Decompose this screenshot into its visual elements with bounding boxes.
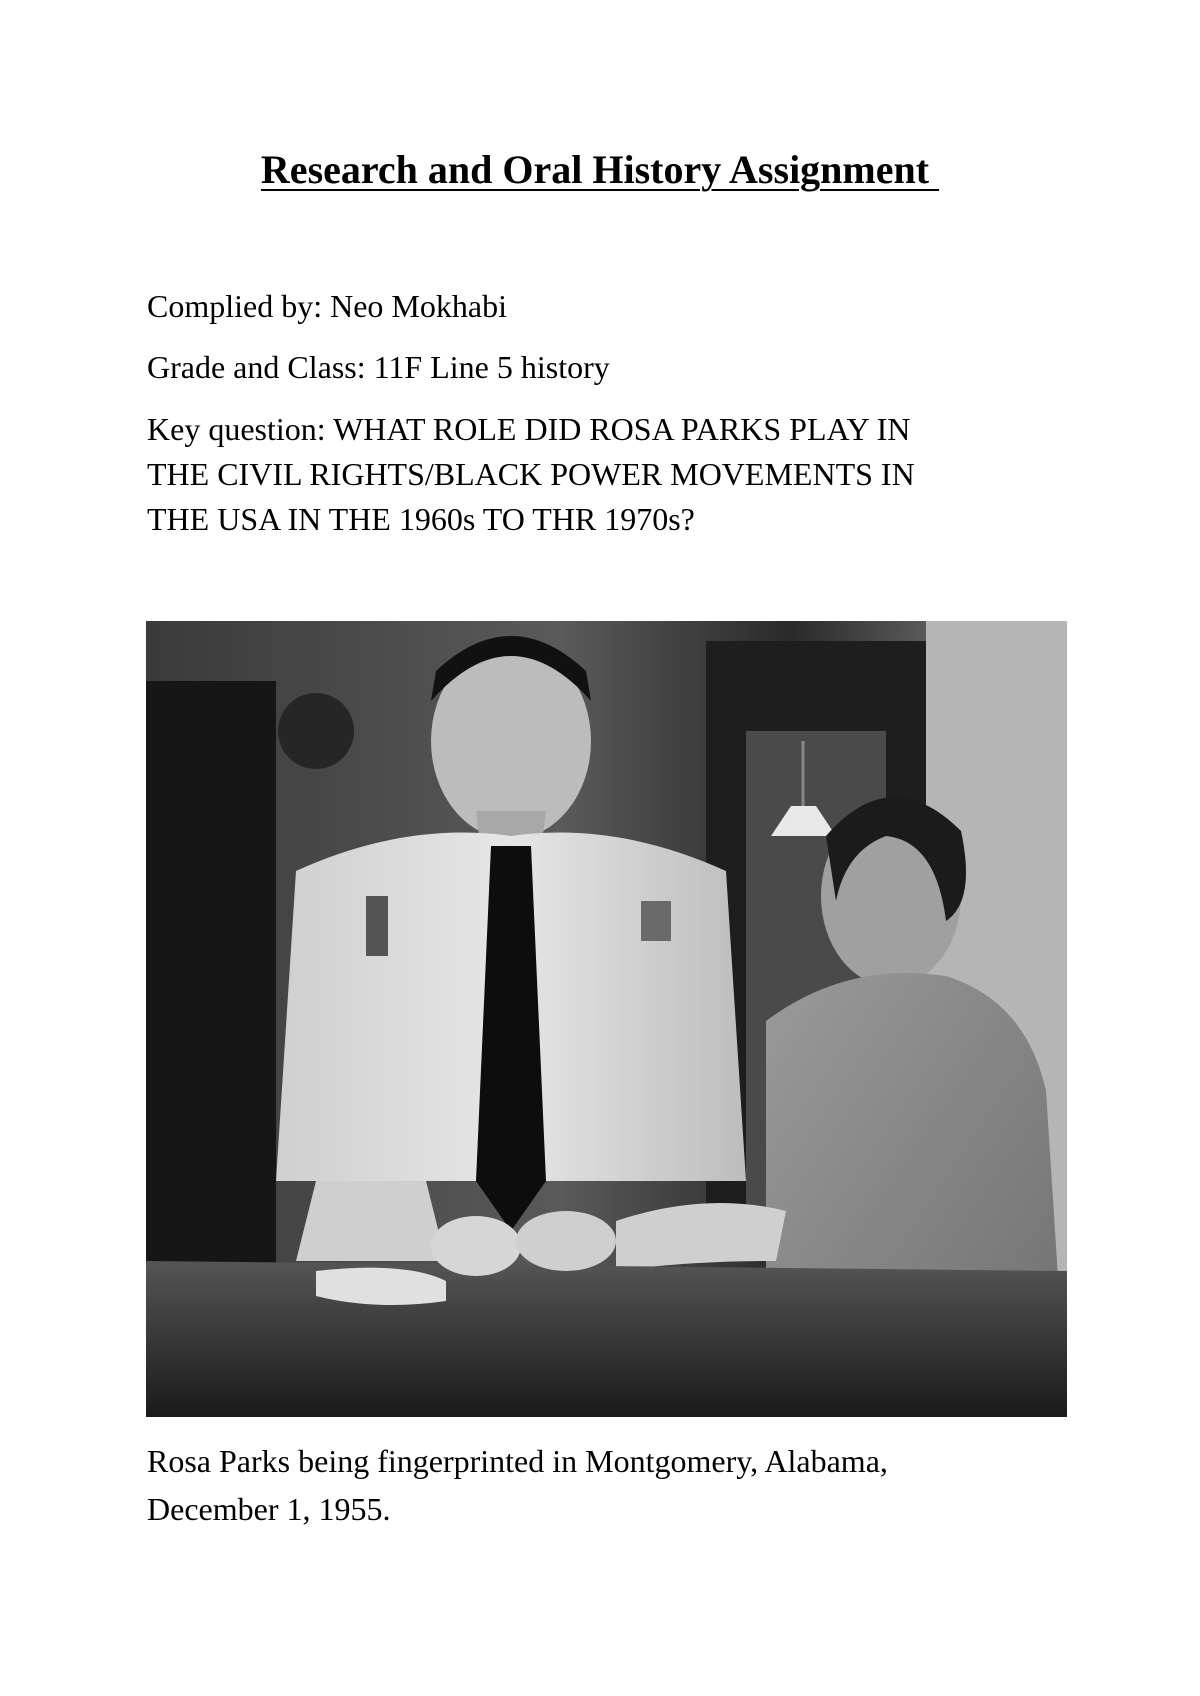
grade-class-line: Grade and Class: 11F Line 5 history: [147, 349, 610, 385]
key-question-line: Key question: WHAT ROLE DID ROSA PARKS PLAY IN: [147, 411, 911, 447]
caption-line: Rosa Parks being fingerprinted in Montgomery, Alabama,: [147, 1443, 888, 1479]
compiled-by-line: Complied by: Neo Mokhabi: [147, 288, 507, 324]
key-question-line: THE USA IN THE 1960s TO THR 1970s?: [147, 501, 695, 537]
key-question-line: THE CIVIL RIGHTS/BLACK POWER MOVEMENTS IN: [147, 456, 915, 492]
photo-caption: [147, 1437, 1087, 1533]
historical-photo-icon: [146, 621, 1067, 1417]
historical-photo: [146, 621, 1067, 1417]
key-question: [147, 407, 1067, 542]
caption-line: December 1, 1955.: [147, 1491, 391, 1527]
page-title: Research and Oral History Assignment: [260, 147, 940, 192]
